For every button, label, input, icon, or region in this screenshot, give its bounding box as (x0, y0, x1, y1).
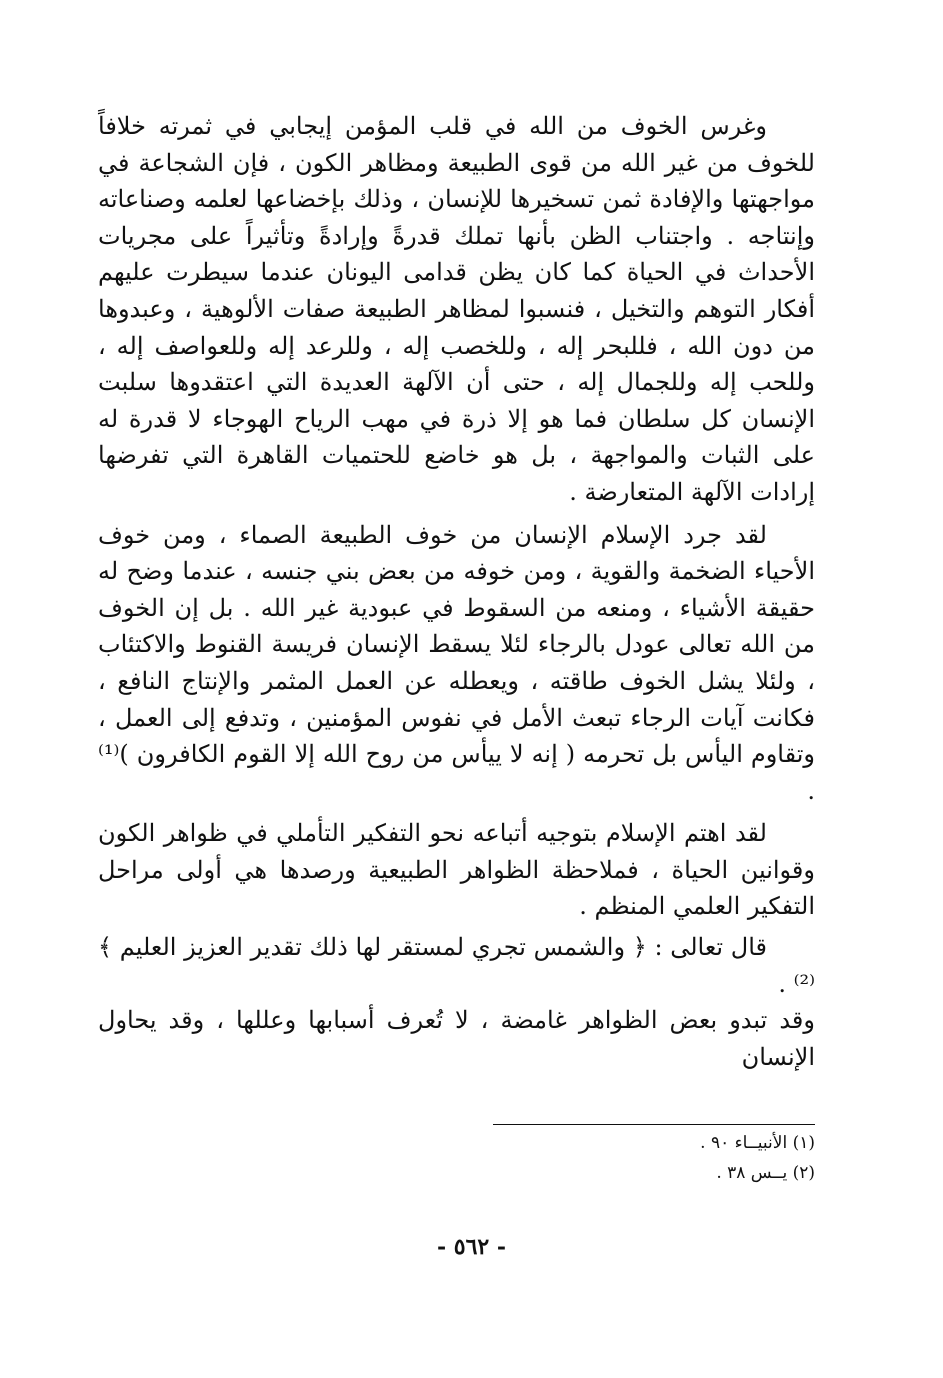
footnote-divider (493, 1124, 815, 1125)
footnotes (415, 1128, 815, 1188)
paragraph-islam-freed-man: لقد جرد الإسلام الإنسان من خوف الطبيعة الصماء ، ومن خوف الأحياء الضخمة والقوية ، ومن خوفه من بعض بني جنسه ، عندما وضح له حقيقة الأشياء ، ومنعه من السقوط في عبودية غير الله . بل إن الخوف من الله تعالى عودل بالرجاء لئلا يسقط الإنسان فريسة القنوط والاكتئاب ، ولئلا يشل الخوف طاقته ، ويعطله عن العمل المثمر والإنتاج النافع ، فكانت آيات الرجاء تبعث الأمل في نفوس المؤمنين ، وتدفع إلى العمل ، وتقاوم اليأس بل تحرمه ( إنه لا ييأس من روح الله إلا القوم الكافرون )⁽¹⁾ . (98, 520, 815, 805)
footnote-2: (٢) يــس ٣٨ . (716, 1163, 815, 1183)
quran-quote-line: قال تعالى : ﴿ والشمس تجري لمستقر لها ذلك تقدير العزيز العليم ﴾⁽²⁾ . (98, 933, 815, 998)
paragraph-continuation: وقد تبدو بعض الظواهر غامضة ، لا تُعرف أسبابها وعللها ، وقد يحاول الإنسان (98, 1006, 815, 1071)
body-text (98, 108, 815, 1075)
footnote-1: (١) الأنبيــاء ٩٠ . (700, 1133, 815, 1153)
page-number: - ٥٦٢ - (436, 1234, 507, 1260)
paragraph-fear-of-god: وغرس الخوف من الله في قلب المؤمن إيجابي في ثمرته خلافاً للخوف من غير الله من قوى الطبيعة ومظاهر الكون ، فإن الشجاعة في مواجهتها والإفادة ثمن تسخيرها للإنسان ، وذلك بإخضاعها لعلمه وصناعاته وإنتاجه . واجتناب الظن بأنها تملك قدرةً وإرادةً وتأثيراً على مجريات الأحداث في الحياة كما كان يظن قدامى اليونان عندما سيطرت عليهم أفكار التوهم والتخيل ، فنسبوا لمظاهر الطبيعة صفات الألوهية ، وعبدوها من دون الله ، فللبحر إله ، وللخصب إله ، وللرعد إله وللعواصف إله ، وللحب إله وللجمال إله ، حتى أن الآلهة العديدة التي اعتقدوها سلبت الإنسان كل سلطان فما هو إلا ذرة في مهب الرياح الهوجاء لا قدرة له على الثبات والمواجهة ، بل هو خاضع للحتميات القاهرة التي تفرضها إرادات الآلهة المتعارضة . (98, 112, 816, 506)
paragraph-contemplative-thinking: لقد اهتم الإسلام بتوجيه أتباعه نحو التفكير التأملي في ظواهر الكون وقوانين الحياة ، فملاحظة الظواهر الطبيعية ورصدها هي أولى مراحل التفكير العلمي المنظم . (98, 819, 815, 921)
